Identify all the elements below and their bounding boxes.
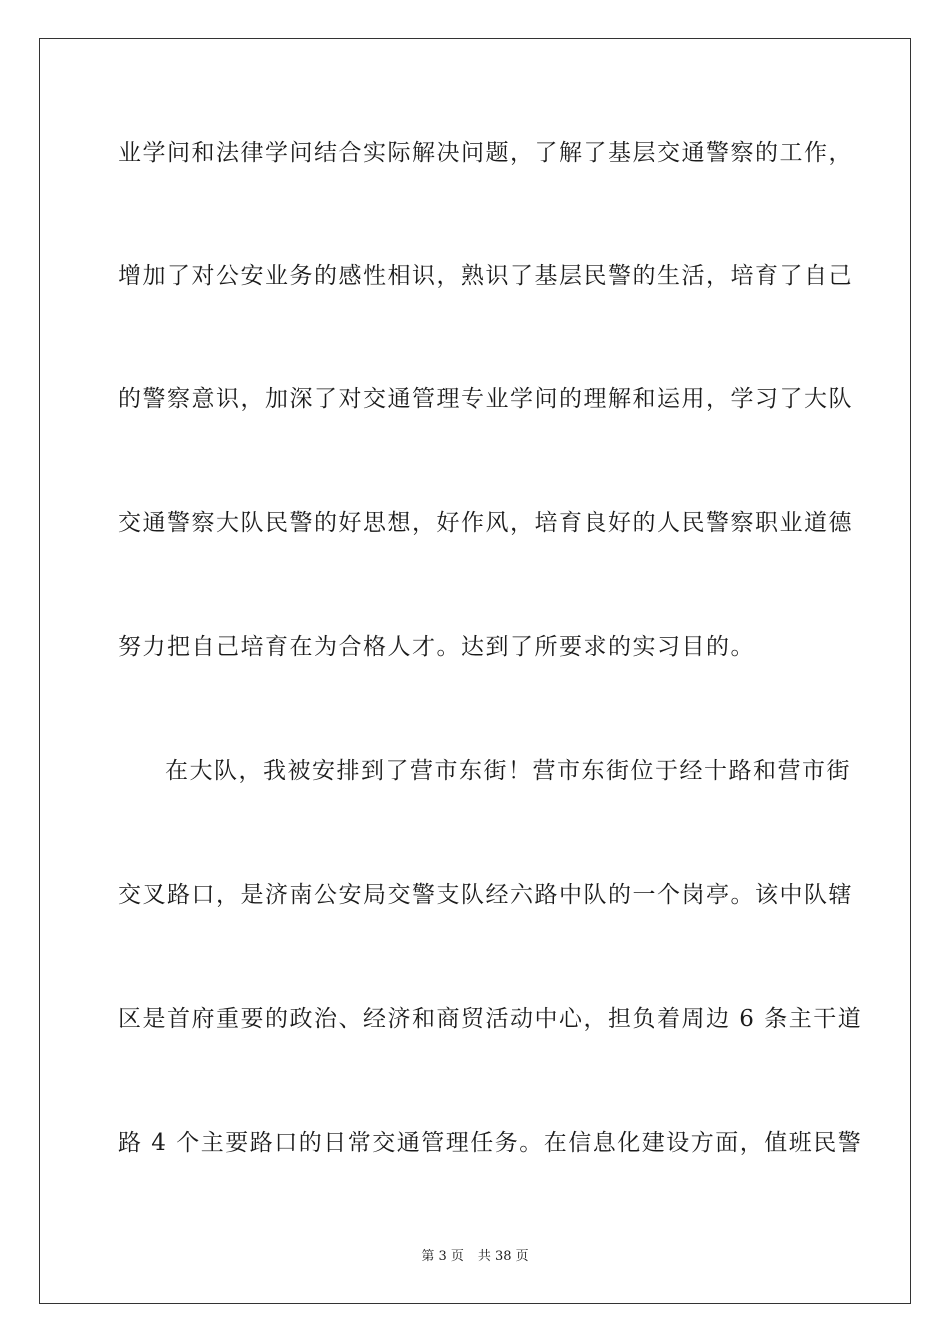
body-text-line: 路 4 个主要路口的日常交通管理任务。在信息化建设方面，值班民警 — [118, 1130, 863, 1156]
body-text-line: 区是首府重要的政治、经济和商贸活动中心，担负着周边 6 条主干道 — [118, 1006, 863, 1032]
page-border — [39, 38, 911, 1304]
body-text-line: 增加了对公安业务的感性相识，熟识了基层民警的生活，培育了自己 — [118, 263, 853, 289]
body-text-line: 的警察意识，加深了对交通管理专业学问的理解和运用，学习了大队 — [118, 386, 853, 412]
page-number: 第 3 页 — [421, 1249, 464, 1264]
body-text-line: 努力把自己培育在为合格人才。达到了所要求的实习目的。 — [118, 634, 755, 660]
body-text-line: 业学问和法律学问结合实际解决问题，了解了基层交通警察的工作， — [118, 140, 853, 166]
body-text-line: 交叉路口，是济南公安局交警支队经六路中队的一个岗亭。该中队辖 — [118, 882, 853, 908]
page-footer — [0, 1248, 950, 1266]
page-total: 共 38 页 — [477, 1249, 529, 1264]
body-text-line: 交通警察大队民警的好思想，好作风，培育良好的人民警察职业道德 — [118, 510, 853, 536]
paragraph-first-line: 在大队，我被安排到了营市东街！营市东街位于经十路和营市街 — [165, 758, 851, 784]
